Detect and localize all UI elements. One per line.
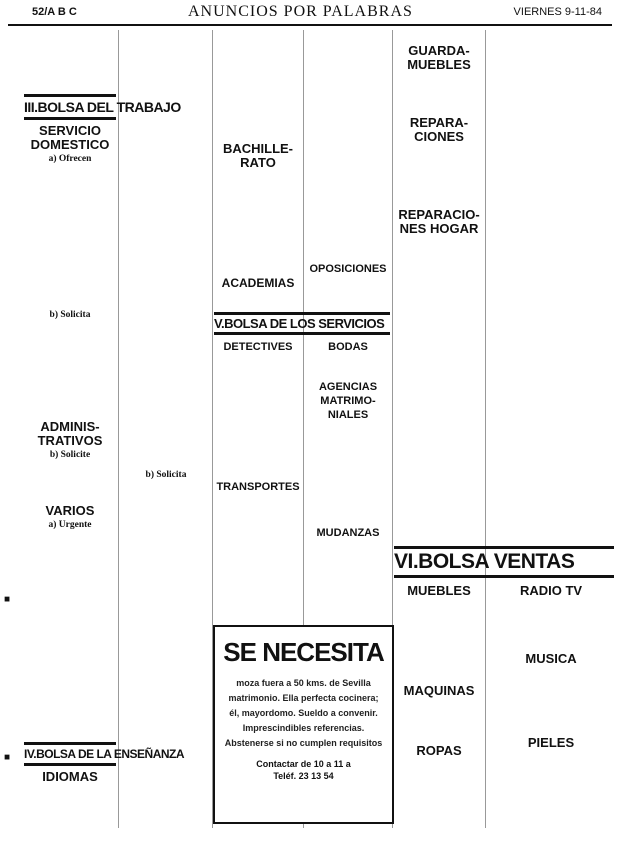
heading-mudanzas: MUDANZAS <box>316 527 380 539</box>
ad-text <box>396 600 482 680</box>
column-3-mid <box>215 336 301 621</box>
ad-text <box>24 166 116 308</box>
column-1 <box>24 30 185 830</box>
ad-text <box>396 146 482 204</box>
column-6-top <box>489 30 613 540</box>
heading-reparaciones-hogar: REPARACIO- NES HOGAR <box>398 207 480 236</box>
ad-text <box>306 356 390 376</box>
column-6-bottom <box>489 580 613 830</box>
heading-bachillerato: BACHILLE- RATO <box>222 141 294 170</box>
margin-marker: ■ <box>4 594 11 605</box>
services-banner <box>214 312 390 332</box>
heading-ropas: ROPAS <box>416 743 462 758</box>
ad-text <box>24 30 116 92</box>
heading-muebles: MUEBLES <box>407 583 471 598</box>
heading-detectives: DETECTIVES <box>223 341 293 353</box>
boxed-ad <box>213 625 394 824</box>
ad-text <box>489 600 613 648</box>
ad-text <box>306 30 390 258</box>
heading-varios: VARIOS <box>45 503 95 518</box>
ad-text <box>215 356 301 476</box>
heading-solicite: b) Solicite <box>49 450 91 460</box>
section-ensenanza: IV.BOLSA DE LA ENSEÑANZA <box>24 747 185 761</box>
ad-text <box>215 496 301 621</box>
ad-text <box>24 786 116 846</box>
column-5-bottom <box>396 580 482 830</box>
column-3-top <box>215 30 301 312</box>
ad-text <box>306 542 390 628</box>
margin-marker: ■ <box>4 752 11 763</box>
heading-servicio-domestico: SERVICIO DOMESTICO <box>30 123 110 152</box>
ad-text <box>396 74 482 112</box>
column-5-top <box>396 30 482 540</box>
heading-ofrecen: a) Ofrecen <box>48 154 92 164</box>
heading-guardamuebles: GUARDA- MUEBLES <box>407 43 471 72</box>
column-4-top <box>306 30 390 312</box>
ad-text <box>489 668 613 732</box>
heading-idiomas: IDIOMAS <box>42 769 98 784</box>
ad-text <box>306 424 390 522</box>
section-title: ANUNCIOS POR PALABRAS <box>188 3 413 20</box>
heading-musica: MUSICA <box>525 651 577 666</box>
column-divider <box>118 30 119 828</box>
heading-solicita: b) Solicita <box>49 310 91 320</box>
column-4-mid <box>306 336 390 621</box>
ventas-banner <box>394 546 614 574</box>
ad-text <box>489 752 613 822</box>
boxed-ad-contact: Contactar de 10 a 11 a <box>256 759 351 769</box>
section-ventas: VI.BOLSA VENTAS <box>394 546 614 578</box>
ad-text <box>24 462 116 500</box>
page-date: VIERNES 9-11-84 <box>513 6 602 18</box>
ad-text <box>489 30 613 535</box>
boxed-ad-title: SE NECESITA <box>223 637 384 667</box>
heading-reparaciones: REPARA- CIONES <box>409 115 469 144</box>
heading-solicita-b: b) Solicita <box>145 470 187 480</box>
ad-text <box>24 322 116 416</box>
heading-radio-tv: RADIO TV <box>519 583 583 598</box>
boxed-ad-body: moza fuera a 50 kms. de Sevilla matrimonio. Ella perfecta cocinera; él, mayordomo. Sueldo a convenir. Imprescindibles referencias. Abstenerse si no cumplen requisitos <box>224 678 383 748</box>
section-trabajo: III.BOLSA DEL TRABAJO <box>24 99 181 115</box>
ad-text <box>396 238 482 478</box>
ad-text <box>396 700 482 740</box>
boxed-ad-phone: Teléf. 23 13 54 <box>273 771 334 781</box>
ad-text <box>215 30 301 138</box>
heading-maquinas: MAQUINAS <box>403 683 475 698</box>
heading-academias: ACADEMIAS <box>221 276 295 290</box>
ad-text <box>396 760 482 830</box>
column-2 <box>122 30 210 825</box>
heading-urgente: a) Urgente <box>48 520 92 530</box>
heading-oposiciones: OPOSICIONES <box>309 263 387 275</box>
ad-text <box>215 172 301 272</box>
ad-text <box>24 532 116 740</box>
column-divider <box>485 30 486 828</box>
heading-bodas: BODAS <box>328 341 368 353</box>
heading-pieles: PIELES <box>527 735 575 750</box>
heading-transportes: TRANSPORTES <box>216 481 300 493</box>
heading-administrativos: ADMINIS- TRATIVOS <box>37 419 103 448</box>
page-label: 52/A B C <box>32 6 77 18</box>
ad-text <box>122 482 210 812</box>
heading-agencias: AGENCIAS MATRIMO- NIALES <box>318 381 378 421</box>
section-servicios: V.BOLSA DE LOS SERVICIOS <box>214 312 390 335</box>
page-header <box>8 2 612 26</box>
ad-text <box>122 30 210 468</box>
